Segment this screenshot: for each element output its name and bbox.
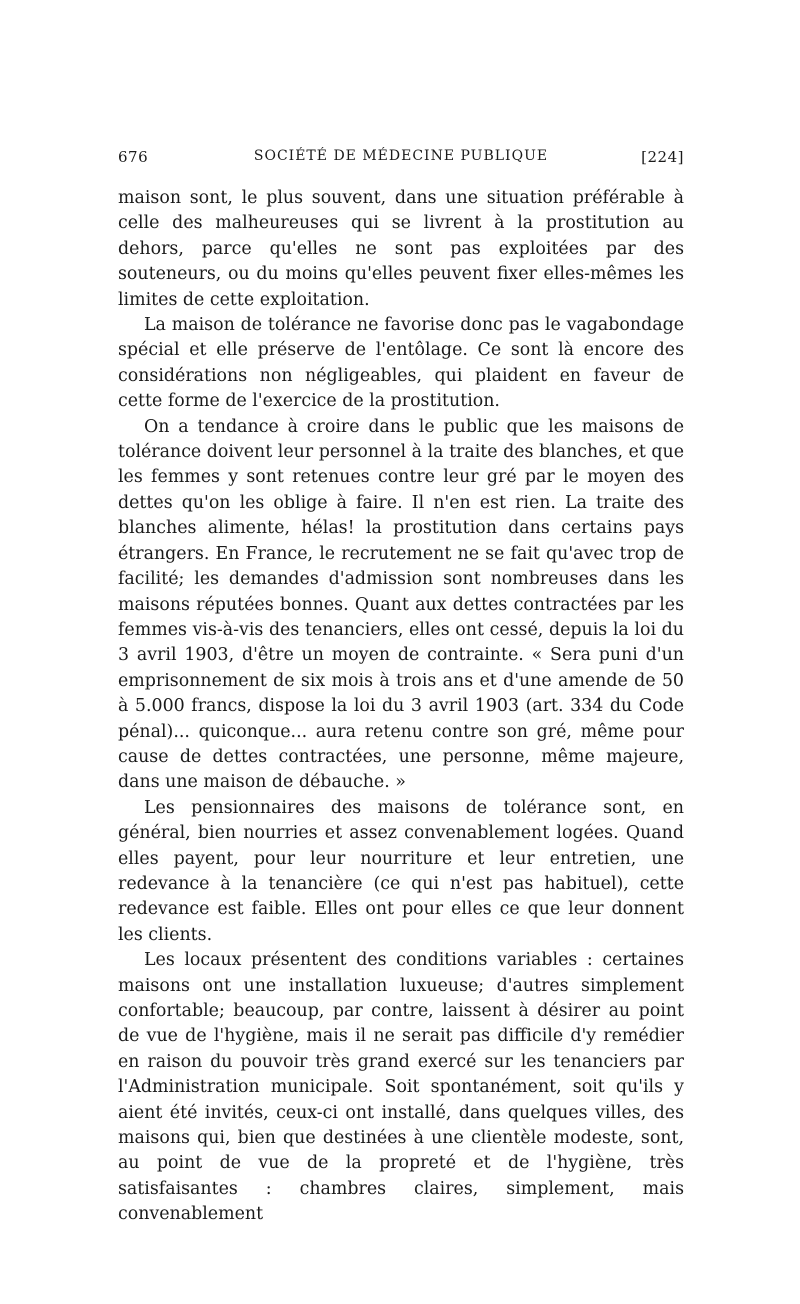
page-number: 676 [118, 148, 149, 166]
paragraph: Les locaux présentent des conditions variables : certaines maisons ont une installation luxueuse; d'autres simplement confortable; beaucoup, par contre, laissent à désirer au point de vue de l'hygiène, mais il ne serait pas difficile d'y remédier en raison du pouvoir très grand exercé sur les tenanciers par l'Administration municipale. Soit spontanément, soit qu'ils y aient été invités, ceux-ci ont installé, dans quelques villes, des maisons qui, bien que destinées à une clientèle modeste, sont, au point de vue de la propreté et de l'hygiène, très satisfaisantes : chambres claires, simplement, mais convenablement [118, 950, 684, 1225]
original-page-number: [224] [641, 148, 684, 166]
paragraph: La maison de tolérance ne favorise donc pas le vagabondage spécial et elle préserve de l'entôlage. Ce sont là encore des considérations non négligeables, qui plaident en faveur de cette forme de l'exercice de la prostitution. [118, 315, 684, 412]
running-head [118, 148, 684, 176]
body-text [118, 186, 684, 1228]
document-page [118, 148, 684, 1228]
paragraph: Les pensionnaires des maisons de tolérance sont, en général, bien nourries et assez convenablement logées. Quand elles payent, pour leur nourriture et leur entretien, une redevance à la tenancière (ce qui n'est pas habituel), cette redevance est faible. Elles ont pour elles ce que leur donnent les clients. [118, 797, 684, 945]
running-title: SOCIÉTÉ DE MÉDECINE PUBLIQUE [253, 148, 549, 164]
paragraph-continued: maison sont, le plus souvent, dans une situation préférable à celle des malheureuses qui se livrent à la prostitution au dehors, parce qu'elles ne sont pas exploitées par des souteneurs, ou du moins qu'elles peuvent fixer elles-mêmes les limites de cette exploitation. [118, 188, 684, 310]
paragraph: On a tendance à croire dans le public que les maisons de tolérance doivent leur personnel à la traite des blanches, et que les femmes y sont retenues contre leur gré par le moyen des dettes qu'on les oblige à faire. Il n'en est rien. La traite des blanches alimente, hélas! la prostitution dans certains pays étrangers. En France, le recrutement ne se fait qu'avec trop de facilité; les demandes d'admission sont nombreuses dans les maisons réputées bonnes. Quant aux dettes contractées par les femmes vis-à-vis des tenanciers, elles ont cessé, depuis la loi du 3 avril 1903, d'être un moyen de contrainte. « Sera puni d'un emprisonnement de six mois à trois ans et d'une amende de 50 à 5.000 francs, dispose la loi du 3 avril 1903 (art. 334 du Code pénal)... quiconque... aura retenu contre son gré, même pour cause de dettes contractées, une personne, même majeure, dans une maison de débauche. » [118, 416, 684, 793]
